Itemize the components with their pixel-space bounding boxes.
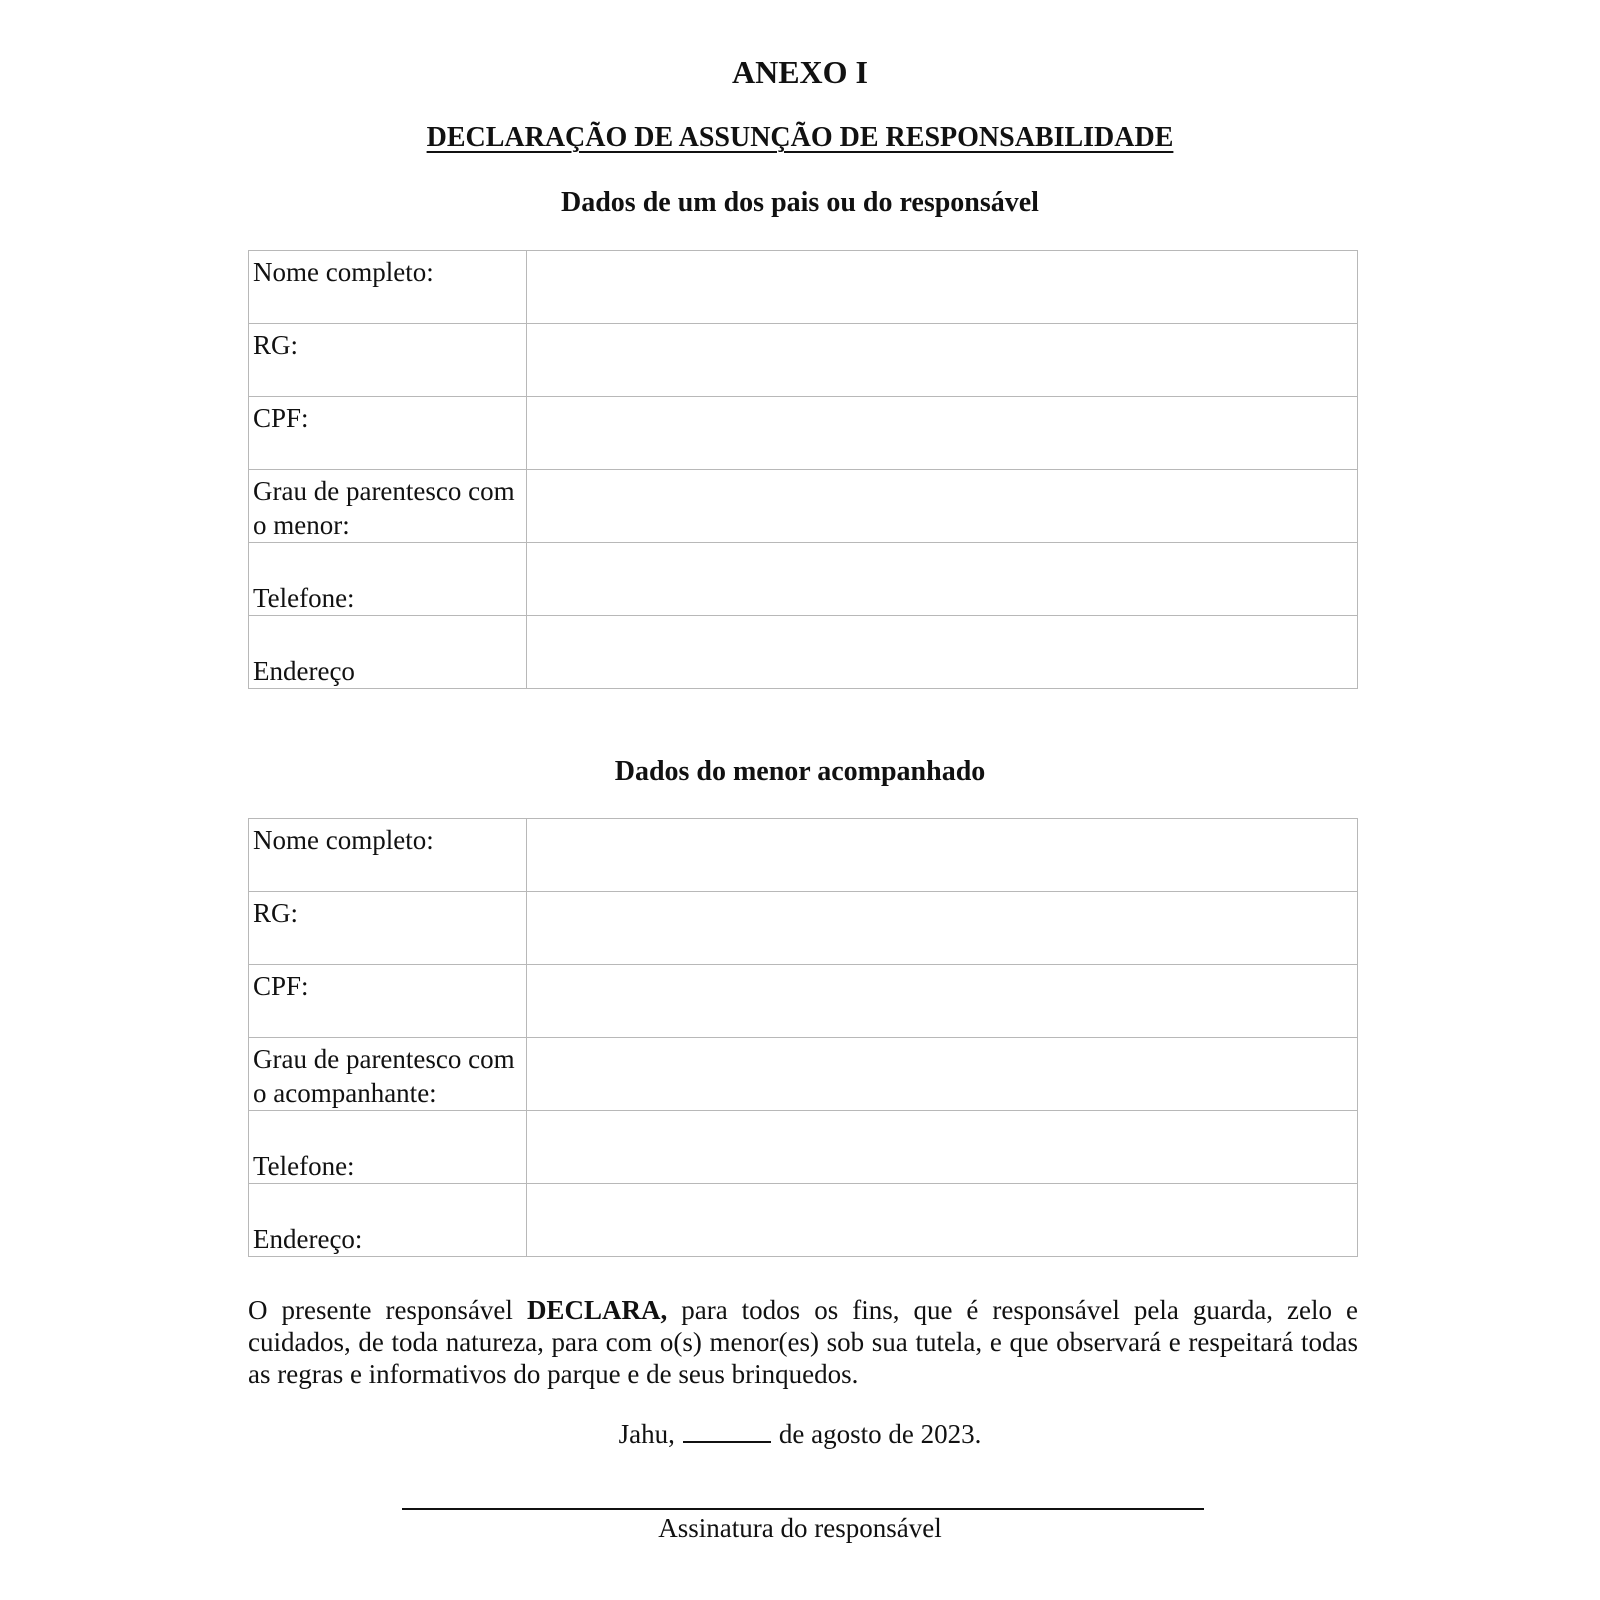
declaration-title-text: DECLARAÇÃO DE ASSUNÇÃO DE RESPONSABILIDADE [426, 122, 1174, 153]
field-label: Grau de parentesco com o menor: [253, 476, 515, 540]
field-label-cell [249, 1184, 527, 1257]
table-row [249, 324, 1358, 397]
minor-rg-field[interactable] [527, 892, 1358, 965]
field-label: Endereço [253, 656, 355, 686]
field-label: Nome completo: [253, 257, 434, 287]
minor-cpf-field[interactable] [527, 965, 1358, 1038]
field-label: Grau de parentesco com o acompanhante: [253, 1044, 515, 1108]
table-row [249, 251, 1358, 324]
minor-name-field[interactable] [527, 819, 1358, 892]
minor-kinship-field[interactable] [527, 1038, 1358, 1111]
minor-address-field[interactable] [527, 1184, 1358, 1257]
field-label: Telefone: [253, 583, 355, 613]
responsible-rg-field[interactable] [527, 324, 1358, 397]
field-label: CPF: [253, 971, 309, 1001]
field-label-cell [249, 470, 527, 543]
table-row [249, 470, 1358, 543]
minor-phone-field[interactable] [527, 1111, 1358, 1184]
signature-line[interactable] [402, 1508, 1204, 1510]
responsible-address-field[interactable] [527, 616, 1358, 689]
declaration-title [0, 121, 1600, 155]
field-label-cell [249, 251, 527, 324]
declaration-paragraph [248, 1294, 1358, 1390]
table-row [249, 1184, 1358, 1257]
date-city: Jahu, [618, 1419, 675, 1449]
field-label-cell [249, 616, 527, 689]
table-row [249, 892, 1358, 965]
declaration-keyword: DECLARA, [526, 1295, 668, 1325]
date-rest: de agosto de 2023. [778, 1419, 982, 1449]
responsible-name-field[interactable] [527, 251, 1358, 324]
responsible-kinship-field[interactable] [527, 470, 1358, 543]
field-label: RG: [253, 330, 299, 360]
field-label-cell [249, 819, 527, 892]
annex-title: ANEXO I [731, 54, 868, 90]
table-row [249, 1111, 1358, 1184]
field-label-cell [249, 397, 527, 470]
date-day-blank[interactable] [683, 1417, 771, 1443]
field-label: Nome completo: [253, 825, 434, 855]
field-label-cell [249, 965, 527, 1038]
declaration-text: para todos os fins, que é responsável pela guarda, zelo e cuidados, de toda natureza, para com o(s) menor(es) sob sua tutela, e que observará e respeitará todas as regras e informativos do parque e de seus brinquedos. [248, 1295, 1359, 1389]
table-row [249, 616, 1358, 689]
field-label: Telefone: [253, 1151, 355, 1181]
date-line [0, 1417, 1600, 1451]
field-label-cell [249, 1038, 527, 1111]
field-label-cell [249, 1111, 527, 1184]
minor-data-table [248, 818, 1358, 1257]
field-label-cell [249, 543, 527, 616]
field-label: CPF: [253, 403, 309, 433]
table-row [249, 819, 1358, 892]
minor-section-title: Dados do menor acompanhado [614, 756, 986, 787]
table-row [249, 965, 1358, 1038]
signature-label: Assinatura do responsável [658, 1513, 942, 1543]
field-label-cell [249, 324, 527, 397]
field-label: RG: [253, 898, 299, 928]
table-row [249, 397, 1358, 470]
field-label: Endereço: [253, 1224, 363, 1254]
responsible-cpf-field[interactable] [527, 397, 1358, 470]
responsible-section-title: Dados de um dos pais ou do responsável [561, 187, 1039, 218]
field-label-cell [249, 892, 527, 965]
responsible-data-table [248, 250, 1358, 689]
table-row [249, 1038, 1358, 1111]
declaration-prefix: O presente responsável [248, 1295, 513, 1325]
table-row [249, 543, 1358, 616]
responsible-phone-field[interactable] [527, 543, 1358, 616]
